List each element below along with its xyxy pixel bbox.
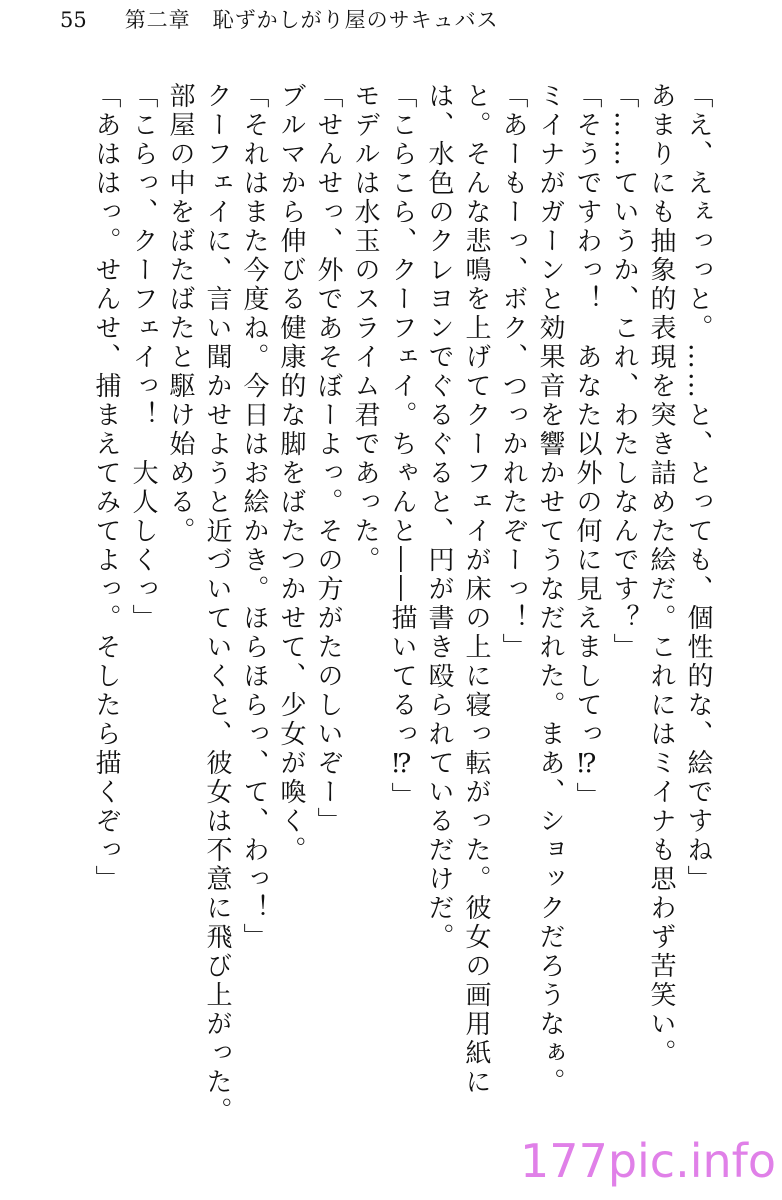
watermark: 177pic.info xyxy=(520,1134,776,1188)
text-line: 「こらこら、クーフェイ。ちゃんと――描いてるっ⁉」 xyxy=(387,82,417,811)
text-line: モデルは水玉のスライム君であった。 xyxy=(350,82,380,575)
text-line: 「え、えぇっっと。……と、とっても、個性的な、絵ですね」 xyxy=(683,82,713,894)
text-line: 部屋の中をばたばたと駆け始める。 xyxy=(165,82,195,546)
page-header xyxy=(60,6,499,34)
text-line: 「こらっ、クーフェイっ！ 大人しくっ」 xyxy=(128,82,158,633)
text-line: 「それはまた今度ね。今日はお絵かき。ほらほらっ、て、わっ！」 xyxy=(239,82,269,952)
page-number: 55 xyxy=(60,8,87,32)
text-line: 「せんせっ、外であそぼーよっ。その方がたのしいぞー」 xyxy=(313,82,343,836)
text-line: 「あーもーっ、ボク、つっかれたぞーっ！」 xyxy=(498,82,528,662)
text-line: あまりにも抽象的表現を突き詰めた絵だ。これにはミイナも思わず苦笑い。 xyxy=(646,82,676,1068)
text-line: ミイナがガーンと効果音を響かせてうなだれた。まあ、ショックだろうなぁ。 xyxy=(535,82,565,1097)
novel-body-text xyxy=(66,82,716,1132)
text-line: 「……ていうか、これ、わたしなんです？」 xyxy=(609,82,639,662)
chapter-title: 第二章 恥ずかしがり屋のサキュバス xyxy=(124,8,499,32)
text-line: 「そうですわっ！ あなた以外の何に見えましてっ⁉」 xyxy=(572,82,602,811)
text-line: と。そんな悲鳴を上げてクーフェイが床の上に寝っ転がった。彼女の画用紙には、水色のクレヨンでぐるぐると、円が書き殴られているだけだ。 xyxy=(424,82,491,1097)
text-line: ブルマから伸びる健康的な脚をばたつかせて、少女が喚く。 xyxy=(276,82,306,865)
text-line: 「あははっ。せんせ、捕まえてみてよっ。そしたら描くぞっ」 xyxy=(91,82,121,894)
text-line: クーフェイに、言い聞かせようと近づいていくと、彼女は不意に飛び上がった。 xyxy=(202,82,232,1126)
